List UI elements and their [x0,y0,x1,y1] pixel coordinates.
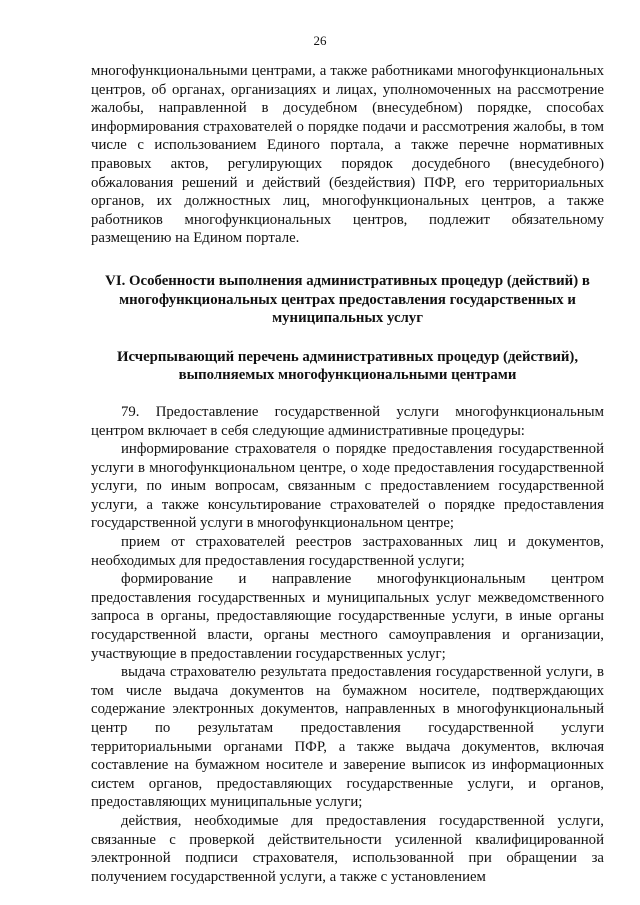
section-heading: VI. Особенности выполнения административных процедур (действий) в многофункциональных центрах предоставления государственных и муниципальных услуг [105,272,590,327]
sub-heading: Исчерпывающий перечень административных процедур (действий), выполняемых многофункциональными центрами [116,348,579,384]
paragraph-79: 79. Предоставление государственной услуги многофункциональным центром включает в себя следующие административные процедуры: [91,403,604,439]
document-body [91,62,604,886]
paragraph-reception: прием от страхователей реестров застрахованных лиц и документов, необходимых для предоставления государственной услуги; [91,534,604,569]
paragraph-informing: информирование страхователя о порядке предоставления государственной услуги в многофункциональном центре, о ходе предоставления государственной услуги, по иным вопросам, связанным с предоставлением государственной услуги, а также консультирование страхователей о порядке предоставления государственной услуги в многофункциональном центре; [91,441,604,532]
paragraph-interdepartmental-request: формирование и направление многофункциональным центром предоставления государственных и муниципальных услуг межведомственного запроса в органы, предоставляющие государственные услуги, в иные органы государственной власти, органы местного самоуправления и организации, участвующие в предоставлении государственных услуг; [91,571,604,662]
intro-paragraph: многофункциональными центрами, а также работниками многофункциональных центров, об органах, организациях и лицах, уполномоченных на рассмотрение жалобы, направленной в досудебном (внесудебном) порядке, способах информирования страхователей о порядке подачи и рассмотрения жалобы, в том числе с использованием Единого портала, а также перечне нормативных правовых актов, регулирующих порядок досудебного (внесудебного) обжалования решений и действий (бездействия) ПФР, его территориальных органов, их должностных лиц, многофункциональных центров, а также работников многофункциональных центров, подлежит обязательному размещению на Едином портале. [91,63,604,247]
paragraph-signature-verification: действия, необходимые для предоставления государственной услуги, связанные с проверкой действительности усиленной квалифицированной электронной подписи страхователя, использованной при обращении за получением государственной услуги, а также с установлением [91,812,604,885]
paragraph-result-issuance: выдача страхователю результата предоставления государственной услуги, в том числе выдача документов на бумажном носителе, подтверждающих содержание электронных документов, направленных в многофункциональный центр по результатам предоставления государственной услуги территориальными органами ПФР, а также выдача документов, включая составление на бумажном носителе и заверение выписок из информационных систем органов, предоставляющих государственные услуги, и органов, предоставляющих муниципальные услуги; [91,664,604,811]
page-number: 26 [313,33,327,48]
